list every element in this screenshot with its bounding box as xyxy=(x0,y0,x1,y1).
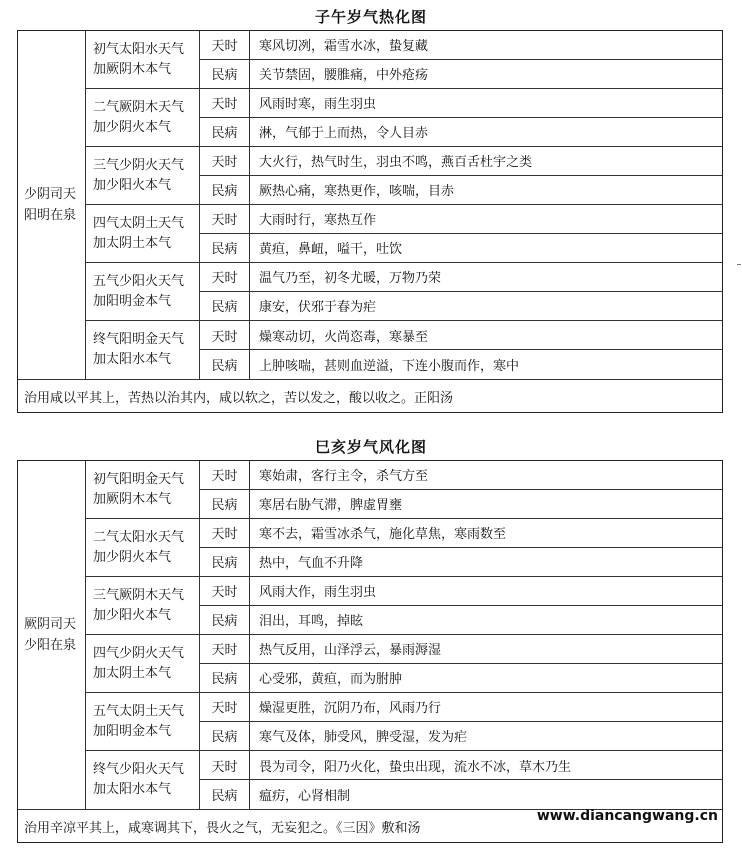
tian-shi-text: 温气乃至，初冬尤暖，万物乃荣 xyxy=(259,271,442,287)
si-tian-cell: 厥阴司天 少阳在泉 xyxy=(18,461,86,809)
tian-shi-text: 寒风切冽，霜雪水冰，蛰复藏 xyxy=(259,39,429,55)
qi-group xyxy=(86,693,722,751)
qi-group xyxy=(86,205,722,263)
prescription-row xyxy=(18,380,722,412)
table xyxy=(17,460,723,843)
tian-shi-text: 风雨时寒，雨生羽虫 xyxy=(259,97,377,113)
table xyxy=(17,30,723,413)
qi-group xyxy=(86,147,722,205)
min-bing-label: 民病 xyxy=(200,350,250,379)
qi-label: 终气阳明金天气 加太阳水本气 xyxy=(86,321,200,379)
min-bing-text: 泪出，耳鸣，掉眩 xyxy=(259,614,364,630)
min-bing-text: 寒气及体，肺受风，脾受湿，发为疟 xyxy=(259,730,468,746)
tian-shi-label: 天时 xyxy=(200,31,250,59)
qi-groups xyxy=(86,461,722,809)
tian-shi-text: 大雨时行，寒热互作 xyxy=(259,213,377,229)
tian-shi-text: 畏为司令，阳乃火化，蛰虫出现，流水不冰，草木乃生 xyxy=(259,759,572,775)
min-bing-text: 热中，气血不升降 xyxy=(259,556,364,572)
scan-mark xyxy=(737,264,741,265)
qi-label: 终气少阳火天气 加太阳水本气 xyxy=(86,751,200,809)
min-bing-text: 瘟疠，心肾相制 xyxy=(259,789,351,804)
min-bing-label: 民病 xyxy=(200,606,250,634)
qi-group xyxy=(86,31,722,89)
qi-group xyxy=(86,263,722,321)
min-bing-label: 民病 xyxy=(200,292,250,320)
min-bing-text: 寒居右胁气滞，脾虚胃壅 xyxy=(259,498,403,514)
min-bing-text: 关节禁固，腰脽痛，中外疮疡 xyxy=(259,68,429,84)
qi-label: 四气太阴土天气 加太阴土本气 xyxy=(86,205,200,262)
watermark-url: www.diancangwang.cn xyxy=(536,808,718,824)
tian-shi-label: 天时 xyxy=(200,147,250,175)
tian-shi-label: 天时 xyxy=(200,263,250,291)
table-title: 巳亥岁气风化图 xyxy=(314,438,427,456)
table-body xyxy=(18,31,722,380)
tian-shi-label: 天时 xyxy=(200,751,250,779)
min-bing-label: 民病 xyxy=(200,60,250,88)
tian-shi-label: 天时 xyxy=(200,461,250,489)
min-bing-label: 民病 xyxy=(200,722,250,750)
qi-label: 四气少阴火天气 加太阴土本气 xyxy=(86,635,200,692)
si-tian-cell: 少阴司天 阳明在泉 xyxy=(18,31,86,379)
tian-shi-label: 天时 xyxy=(200,693,250,721)
qi-label: 五气太阴土天气 加阳明金本气 xyxy=(86,693,200,750)
min-bing-text: 上肿咳喘，甚则血逆溢，下连小腹而作，寒中 xyxy=(259,359,520,374)
prescription-text: 治用咸以平其上，苦热以治其内，咸以软之，苦以发之，酸以收之。正阳汤 xyxy=(24,390,454,406)
tian-shi-text: 热气反用，山泽浮云，暴雨溽湿 xyxy=(259,643,442,659)
min-bing-label: 民病 xyxy=(200,118,250,146)
qi-group xyxy=(86,751,722,809)
qi-group xyxy=(86,519,722,577)
qi-label: 三气少阴火天气 加少阳火本气 xyxy=(86,147,200,204)
min-bing-text: 淋，气郁于上而热，令人目赤 xyxy=(259,126,429,142)
tian-shi-label: 天时 xyxy=(200,635,250,663)
tian-shi-text: 风雨大作，雨生羽虫 xyxy=(259,585,377,601)
tian-shi-label: 天时 xyxy=(200,89,250,117)
min-bing-label: 民病 xyxy=(200,664,250,692)
table-body xyxy=(18,461,722,810)
qi-label: 初气太阳水天气 加厥阴木本气 xyxy=(86,31,200,88)
tian-shi-text: 大火行，热气时生，羽虫不鸣，燕百舌杜宇之类 xyxy=(259,155,533,171)
qi-label: 三气厥阴木天气 加少阳火本气 xyxy=(86,577,200,634)
min-bing-label: 民病 xyxy=(200,780,250,809)
min-bing-text: 黄疸，鼻衄，嗌干，吐饮 xyxy=(259,242,403,258)
qi-group xyxy=(86,635,722,693)
min-bing-text: 康安，伏邪于春为疟 xyxy=(259,300,377,316)
qi-label: 初气阳明金天气 加厥阴木本气 xyxy=(86,461,200,518)
qi-group xyxy=(86,461,722,519)
qi-group xyxy=(86,577,722,635)
qi-label: 二气太阳水天气 加少阴火本气 xyxy=(86,519,200,576)
qi-group xyxy=(86,89,722,147)
tian-shi-text: 燥湿更胜，沉阴乃布，风雨乃行 xyxy=(259,701,442,717)
tian-shi-label: 天时 xyxy=(200,519,250,547)
min-bing-label: 民病 xyxy=(200,490,250,518)
tian-shi-label: 天时 xyxy=(200,205,250,233)
qi-groups xyxy=(86,31,722,379)
tian-shi-text: 燥寒动切，火尚恣毒，寒暴至 xyxy=(259,329,429,345)
table-title: 子午岁气热化图 xyxy=(314,8,427,26)
qi-group xyxy=(86,321,722,379)
min-bing-label: 民病 xyxy=(200,234,250,262)
tian-shi-label: 天时 xyxy=(200,321,250,349)
qi-label: 五气少阳火天气 加阳明金本气 xyxy=(86,263,200,320)
min-bing-label: 民病 xyxy=(200,548,250,576)
prescription-text: 治用辛凉平其上，咸寒调其下，畏火之气，无妄犯之。《三因》敷和汤 xyxy=(24,820,421,836)
tian-shi-text: 寒不去，霜雪冰杀气，施化草焦，寒雨数至 xyxy=(259,527,507,543)
min-bing-text: 厥热心痛，寒热更作，咳喘，目赤 xyxy=(259,184,455,200)
min-bing-label: 民病 xyxy=(200,176,250,204)
tian-shi-text: 寒始肃，客行主令，杀气方至 xyxy=(259,469,429,485)
qi-label: 二气厥阴木天气 加少阴火本气 xyxy=(86,89,200,146)
tian-shi-label: 天时 xyxy=(200,577,250,605)
min-bing-text: 心受邪，黄疸，而为胕肿 xyxy=(259,672,403,688)
